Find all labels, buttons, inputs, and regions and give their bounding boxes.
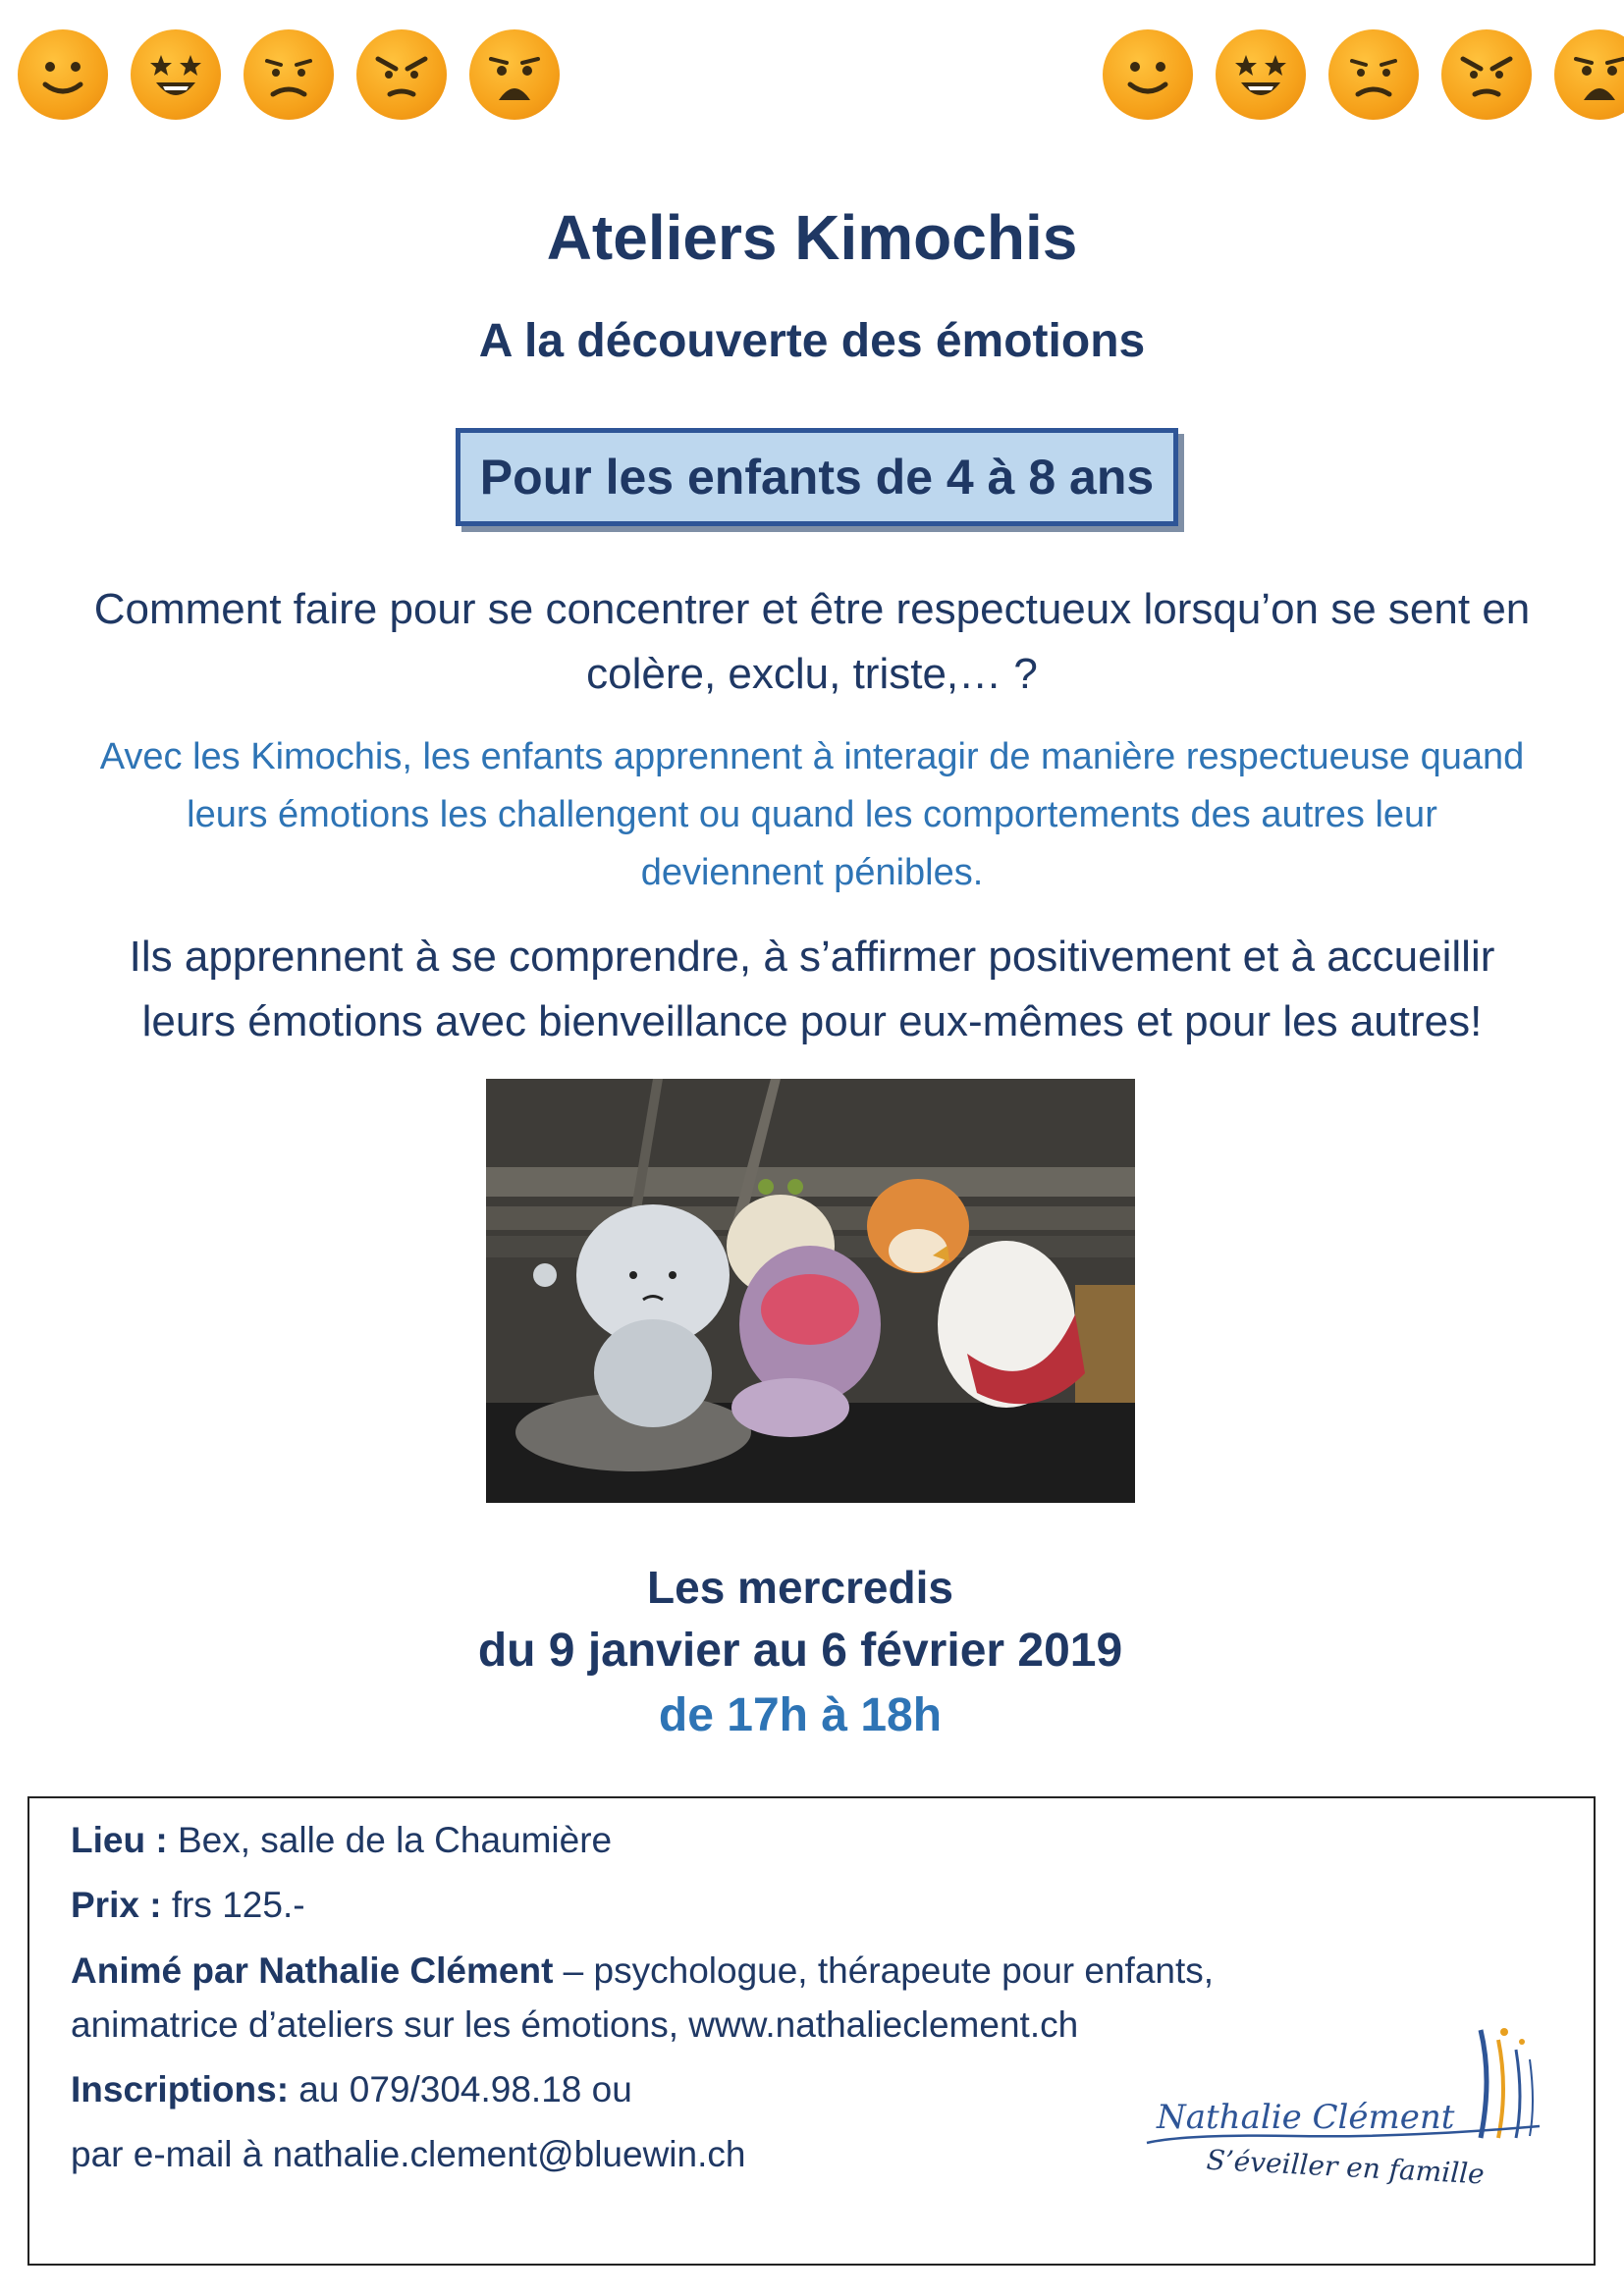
prix-value: frs 125.- bbox=[161, 1885, 305, 1925]
benefits-line: Ils apprennent à se comprendre, à s’affirmer positivement et à accueillir bbox=[129, 933, 1495, 981]
inscriptions-value: au 079/304.98.18 ou bbox=[289, 2069, 632, 2109]
frightened-face-icon bbox=[469, 29, 560, 120]
angry-face-icon bbox=[356, 29, 447, 120]
sad-face-icon bbox=[244, 29, 334, 120]
schedule-hours: de 17h à 18h bbox=[658, 1689, 943, 1741]
smiling-face-icon bbox=[1103, 29, 1193, 120]
question-line: Comment faire pour se concentrer et être respectueux lorsqu’on se sent en bbox=[93, 585, 1531, 633]
description-line: deviennent pénibles. bbox=[640, 852, 984, 893]
info-prix bbox=[71, 1885, 305, 1926]
sad-face-icon bbox=[1328, 29, 1419, 120]
emoji-row-right bbox=[1103, 29, 1624, 120]
schedule-days: Les mercredis bbox=[647, 1562, 953, 1613]
page-title: Ateliers Kimochis bbox=[546, 202, 1078, 273]
benefits-paragraph bbox=[59, 925, 1565, 1054]
schedule bbox=[0, 1556, 1600, 1748]
kimochis-plush-photo bbox=[486, 1079, 1135, 1503]
intro-question bbox=[59, 577, 1565, 707]
lieu-value: Bex, salle de la Chaumière bbox=[167, 1820, 613, 1860]
info-anime bbox=[71, 1950, 1214, 1992]
anime-value: – psychologue, thérapeute pour enfants, bbox=[553, 1950, 1215, 1991]
frightened-face-icon bbox=[1554, 29, 1624, 120]
info-anime-line2: animatrice d’ateliers sur les émotions, www.nathalieclement.ch bbox=[71, 2004, 1079, 2045]
benefits-line: leurs émotions avec bienveillance pour eux-mêmes et pour les autres! bbox=[141, 997, 1483, 1045]
kimochis-description bbox=[59, 728, 1565, 902]
info-email: par e-mail à nathalie.clement@bluewin.ch bbox=[71, 2134, 746, 2174]
emoji-row-left bbox=[18, 29, 560, 120]
question-line: colère, exclu, triste,… ? bbox=[586, 650, 1038, 698]
nathalie-clement-logo bbox=[1127, 2020, 1569, 2216]
info-lieu bbox=[71, 1820, 612, 1861]
star-struck-face-icon bbox=[1216, 29, 1306, 120]
description-line: leurs émotions les challengent ou quand les comportements des autres leur bbox=[187, 794, 1437, 835]
inscriptions-label: Inscriptions: bbox=[71, 2069, 290, 2109]
logo-tagline: S’éveiller en famille bbox=[1205, 2143, 1486, 2191]
prix-label: Prix : bbox=[71, 1885, 162, 1925]
schedule-period: du 9 janvier au 6 février 2019 bbox=[477, 1625, 1123, 1677]
age-badge-text: Pour les enfants de 4 à 8 ans bbox=[479, 450, 1155, 505]
description-line: Avec les Kimochis, les enfants apprennent à interagir de manière respectueuse quand bbox=[99, 736, 1525, 777]
lieu-label: Lieu : bbox=[71, 1820, 168, 1860]
anime-label: Animé par Nathalie Clément bbox=[71, 1950, 554, 1991]
angry-face-icon bbox=[1441, 29, 1532, 120]
star-struck-face-icon bbox=[131, 29, 221, 120]
page-subtitle: A la découverte des émotions bbox=[478, 315, 1146, 367]
info-inscriptions bbox=[71, 2069, 632, 2110]
logo-name: Nathalie Clément bbox=[1157, 2098, 1455, 2137]
age-badge bbox=[456, 428, 1178, 526]
smiling-face-icon bbox=[18, 29, 108, 120]
